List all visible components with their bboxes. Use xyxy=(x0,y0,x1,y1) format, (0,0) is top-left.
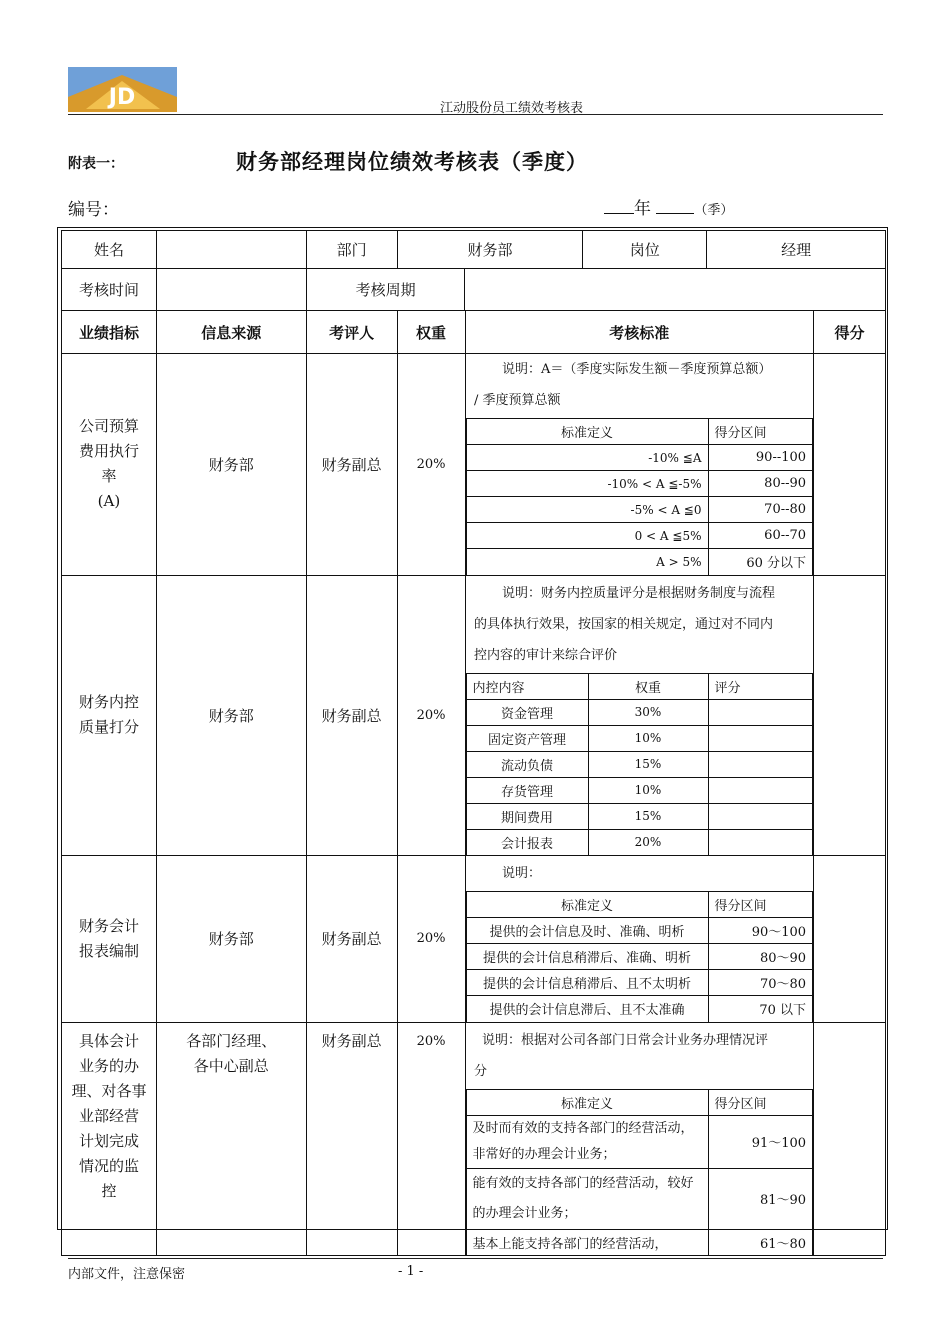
col-header: 考评人 xyxy=(306,311,397,354)
kpi-rater: 财务副总 xyxy=(306,354,397,576)
serial-label: 编号： xyxy=(68,200,119,220)
company-logo xyxy=(68,67,177,112)
time-label: 考核时间 xyxy=(62,269,157,311)
info-table xyxy=(61,230,886,311)
svg-text:JD: JD xyxy=(108,85,136,110)
kpi-source: 财务部 xyxy=(156,575,306,856)
kpi-indicator: 具体会计 业务的办 理、对各事 业部经营 计划完成 情况的监 控 xyxy=(62,1022,157,1256)
post-value[interactable]: 经理 xyxy=(707,231,886,269)
kpi-weight: 20% xyxy=(397,856,465,1023)
col-header: 信息来源 xyxy=(156,311,306,354)
subscore-input[interactable] xyxy=(708,777,813,803)
kpi-source: 财务部 xyxy=(156,856,306,1023)
cycle-value[interactable] xyxy=(465,269,886,311)
footer-divider xyxy=(68,1258,883,1259)
appendix-label: 附表一： xyxy=(68,156,124,172)
kpi-row xyxy=(62,1022,886,1256)
cycle-label: 考核周期 xyxy=(306,269,465,311)
col-header: 得分 xyxy=(814,311,886,354)
confidential-note: 内部文件，注意保密 xyxy=(68,1267,186,1282)
col-header: 考核标准 xyxy=(465,311,814,354)
col-header: 业绩指标 xyxy=(62,311,157,354)
kpi-table xyxy=(61,310,886,1256)
kpi-weight: 20% xyxy=(397,575,465,856)
subscore-input[interactable] xyxy=(708,829,813,855)
name-value[interactable] xyxy=(156,231,306,269)
col-header: 权重 xyxy=(397,311,465,354)
header-divider xyxy=(68,114,883,115)
year-label: 年 xyxy=(634,199,651,219)
kpi-source: 财务部 xyxy=(156,354,306,576)
page-number: - 1 - xyxy=(398,1264,424,1279)
post-label: 岗位 xyxy=(583,231,707,269)
kpi-indicator: 财务内控 质量打分 xyxy=(62,575,157,856)
kpi-row xyxy=(62,856,886,1023)
kpi-rater: 财务副总 xyxy=(306,856,397,1023)
kpi-row xyxy=(62,354,886,576)
quarter-label: （季） xyxy=(694,203,734,218)
kpi-rater: 财务副总 xyxy=(306,1022,397,1256)
time-value[interactable] xyxy=(156,269,306,311)
kpi-row xyxy=(62,575,886,856)
quarter-blank[interactable] xyxy=(656,199,694,214)
subscore-input[interactable] xyxy=(708,803,813,829)
dept-label: 部门 xyxy=(306,231,397,269)
kpi-criteria: 说明：根据对公司各部门日常会计业务办理情况评 分 标准定义 得分区间 及时而有效的支持各部门的经营活动，非常好的办理会计业务； 91～100 能有效的支持各部门的经营活动，较好的办理会计业务； 81～90 基本上能支持各部门的经营活动， 61～80 xyxy=(465,1022,814,1256)
year-blank[interactable] xyxy=(604,199,634,214)
kpi-score[interactable] xyxy=(814,856,886,1023)
subscore-input[interactable] xyxy=(708,699,813,725)
kpi-criteria: 说明：财务内控质量评分是根据财务制度与流程 的具体执行效果，按国家的相关规定，通过对不同内 控内容的审计来综合评价 内控内容 权重 评分 资金管理 30% 固定资产管理 10% 流动负债 15% 存货管理 10% 期间费用 15% 会计报表 20% xyxy=(465,575,814,856)
kpi-indicator: 财务会计 报表编制 xyxy=(62,856,157,1023)
kpi-indicator: 公司预算 费用执行 率 (A) xyxy=(62,354,157,576)
kpi-criteria: 说明： 标准定义 得分区间 提供的会计信息及时、准确、明析 90～100 提供的会计信息稍滞后、准确、明析 80～90 提供的会计信息稍滞后、且不太明析 70～80 提供的会计信息滞后、且不太准确 70 以下 xyxy=(465,856,814,1023)
kpi-weight: 20% xyxy=(397,354,465,576)
period-line xyxy=(604,194,733,219)
kpi-criteria: 说明：A＝（季度实际发生额－季度预算总额） / 季度预算总额 标准定义 得分区间 -10% ≦A 90--100 -10% < A ≦-5% 80--90 -5% < A ≦0 70--80 0 < A ≦5% 60--70 A > 5% 60 分以下 xyxy=(465,354,814,576)
kpi-weight: 20% xyxy=(397,1022,465,1256)
doc-header-title: 江动股份员工绩效考核表 xyxy=(440,101,584,116)
name-label: 姓名 xyxy=(62,231,157,269)
dept-value[interactable]: 财务部 xyxy=(397,231,583,269)
kpi-rater: 财务副总 xyxy=(306,575,397,856)
subscore-input[interactable] xyxy=(708,751,813,777)
kpi-score[interactable] xyxy=(814,575,886,856)
kpi-score[interactable] xyxy=(814,1022,886,1256)
page-title: 财务部经理岗位绩效考核表（季度） xyxy=(236,149,588,174)
kpi-source: 各部门经理、 各中心副总 xyxy=(156,1022,306,1256)
subscore-input[interactable] xyxy=(708,725,813,751)
kpi-score[interactable] xyxy=(814,354,886,576)
